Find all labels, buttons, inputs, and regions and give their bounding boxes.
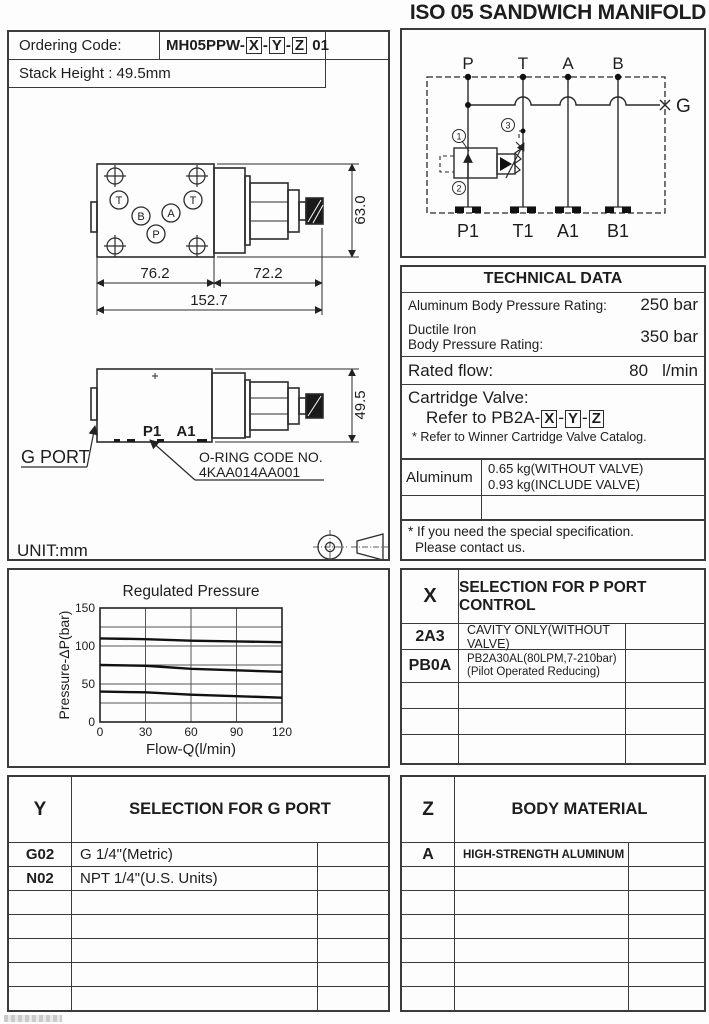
port-label-t1: T (115, 195, 123, 207)
table-row (402, 683, 704, 709)
x-tick-label: 90 (229, 725, 244, 739)
side-view-drawing (91, 369, 323, 442)
code-prefix: MH05PPW- (166, 37, 245, 54)
circuit-port-a: A (562, 54, 574, 73)
side-view-dimensions (215, 369, 359, 442)
side-port-a1: A1 (176, 423, 196, 440)
x-table-header (402, 570, 704, 624)
callout-1: 1 (456, 131, 462, 142)
table-row (9, 915, 388, 939)
pressure-rating-aluminum-row (402, 293, 704, 319)
circuit-port-g: G (676, 96, 691, 117)
x-tick-label: 30 (138, 725, 153, 739)
circuit-port-b1: B1 (606, 221, 630, 241)
table-row (402, 915, 704, 939)
x-table-title: SELECTION FOR P PORT CONTROL (459, 578, 647, 614)
port-label-a: A (167, 208, 175, 220)
cartridge-y-box: Y (565, 410, 581, 428)
dimension-drawing (9, 88, 388, 559)
y-axis-label: Pressure-ΔP(bar) (56, 610, 72, 720)
unit-label: UNIT:mm (17, 541, 88, 559)
x-tick-label: 120 (271, 725, 293, 739)
rated-flow-label: Rated flow: (408, 360, 494, 380)
g-port-label: G PORT (21, 447, 90, 467)
technical-data-title: TECHNICAL DATA (402, 267, 704, 293)
pressure-rating-ductile-value: 350 bar (640, 327, 698, 347)
z-table-code: Z (402, 777, 455, 842)
pressure-rating-ductile-label1: Ductile Iron (408, 322, 477, 338)
y-table-code: Y (9, 777, 72, 842)
table-row (9, 939, 388, 963)
cartridge-x-box: X (541, 410, 557, 428)
regulated-pressure-chart (9, 570, 388, 766)
table-row (402, 939, 704, 963)
callout-3: 3 (505, 120, 511, 131)
x-selection-table (400, 568, 706, 765)
table-row (9, 963, 388, 987)
z-selection-table (400, 775, 706, 1012)
port-label-t2: T (189, 195, 197, 207)
dim-72-2: 72.2 (253, 265, 283, 282)
side-port-p1: P1 (142, 423, 162, 440)
circuit-port-t: T (517, 54, 529, 73)
y-selection-table (7, 775, 390, 1012)
circuit-port-p1: P1 (456, 221, 480, 241)
weight-row-aluminum (402, 460, 704, 496)
ordering-code-empty-cell (326, 32, 388, 59)
table-row (402, 987, 704, 1010)
page-edge-artifact (4, 1015, 62, 1022)
rated-flow-unit: l/min (662, 360, 698, 380)
manifold-boundary (427, 77, 665, 213)
weight-row-empty (402, 496, 704, 519)
cartridge-valve-ref: Refer to PB2A- X - Y - Z (408, 408, 698, 428)
pressure-rating-aluminum-value: 250 bar (640, 295, 698, 315)
dim-152-7: 152.7 (190, 292, 228, 309)
dim-49-5: 49.5 (352, 390, 369, 420)
y-tick-label: 50 (81, 677, 95, 691)
x-tick-label: 0 (96, 725, 104, 739)
y-tick-label: 150 (74, 601, 95, 615)
pressure-rating-aluminum-label: Aluminum Body Pressure Rating: (408, 297, 607, 313)
cartridge-valve-note: * Refer to Winner Cartridge Valve Catalog. (412, 429, 647, 444)
table-row (402, 963, 704, 987)
special-spec-line2: Please contact us. (415, 539, 526, 555)
cartridge-z-box: Z (589, 410, 604, 428)
code-sep1: - (262, 37, 268, 54)
dim-63-0: 63.0 (352, 195, 369, 225)
z-table-title: BODY MATERIAL (511, 800, 648, 818)
drawing-panel (7, 30, 390, 561)
circuit-port-a1: A1 (556, 221, 580, 241)
gallery-lines (468, 77, 618, 207)
table-row: N02 NPT 1/4"(U.S. Units) (9, 867, 388, 891)
table-row: 2A3 CAVITY ONLY(WITHOUT VALVE) (402, 624, 704, 650)
ordering-code-value (160, 32, 329, 59)
cartridge-valve-section (402, 385, 704, 458)
weight-table (402, 458, 704, 521)
table-row (9, 891, 388, 915)
table-row (402, 709, 704, 735)
cartridge-valve-title: Cartridge Valve: (408, 387, 529, 407)
ordering-code-row (9, 32, 388, 60)
table-row: A HIGH-STRENGTH ALUMINUM (402, 843, 704, 867)
x-axis-label: Flow-Q(l/min) (146, 741, 236, 758)
table-row (402, 867, 704, 891)
top-view-dimensions (97, 164, 359, 315)
code-z-box: Z (292, 37, 307, 55)
technical-data-panel (400, 265, 706, 561)
g-line-junction (465, 102, 471, 108)
circuit-port-t1: T1 (512, 221, 534, 241)
callout-balloons (453, 119, 515, 195)
y-tick-label: 100 (74, 639, 95, 653)
rated-flow-row (402, 357, 704, 385)
special-spec-line1: * If you need the special specification. (408, 523, 634, 539)
z-table-header (402, 777, 704, 843)
x-tick-label: 60 (184, 725, 198, 739)
table-row (402, 891, 704, 915)
weight-material: Aluminum (402, 460, 482, 495)
code-x-box: X (246, 37, 262, 55)
port-markers (110, 191, 202, 243)
table-row (9, 987, 388, 1010)
y-table-title: SELECTION FOR G PORT (129, 800, 331, 818)
table-row: G02 G 1/4"(Metric) (9, 843, 388, 867)
pressure-rating-ductile-label2: Body Pressure Rating: (408, 337, 544, 353)
rated-flow-value: 80 (629, 360, 649, 380)
dim-76-2: 76.2 (140, 265, 170, 282)
oring-code-line2: 4KAA014AA001 (199, 464, 301, 480)
page-title: ISO 05 SANDWICH MANIFOLD (409, 1, 706, 24)
port-nodes (465, 74, 621, 80)
circuit-panel (400, 28, 706, 258)
circuit-port-b: B (612, 54, 624, 73)
code-suffix: 01 (312, 37, 329, 54)
ordering-code-label: Ordering Code: (9, 32, 160, 59)
callout-2: 2 (456, 183, 462, 194)
circuit-port-p: P (462, 54, 474, 73)
y-table-header (9, 777, 388, 843)
bottom-flanges (455, 207, 631, 213)
weight-without-valve: 0.65 kg(WITHOUT VALVE) (488, 460, 644, 476)
table-row: PB0A PB2A30AL(80LPM,7-210bar) (Pilot Operated Reducing) (402, 650, 704, 683)
g-gauge-line (468, 97, 660, 105)
x-table-code: X (402, 570, 459, 623)
stack-height-label: Stack Height : 49.5mm (9, 60, 326, 88)
port-label-p: P (152, 229, 160, 241)
chart-title: Regulated Pressure (122, 583, 260, 600)
code-sep2: - (285, 37, 291, 54)
y-tick-label: 0 (88, 715, 95, 729)
special-spec-note (402, 521, 704, 559)
oring-code-line1: O-RING CODE NO. (199, 449, 323, 465)
third-angle-projection-symbol (313, 530, 388, 559)
top-view-drawing (91, 164, 323, 257)
table-row (402, 735, 704, 763)
hydraulic-circuit-diagram (402, 30, 704, 256)
chart-panel (7, 568, 390, 768)
port-label-b: B (137, 211, 145, 223)
weight-include-valve: 0.93 kg(INCLUDE VALVE) (488, 477, 640, 493)
pressure-rating-ductile-row (402, 318, 704, 357)
code-y-box: Y (269, 37, 285, 55)
